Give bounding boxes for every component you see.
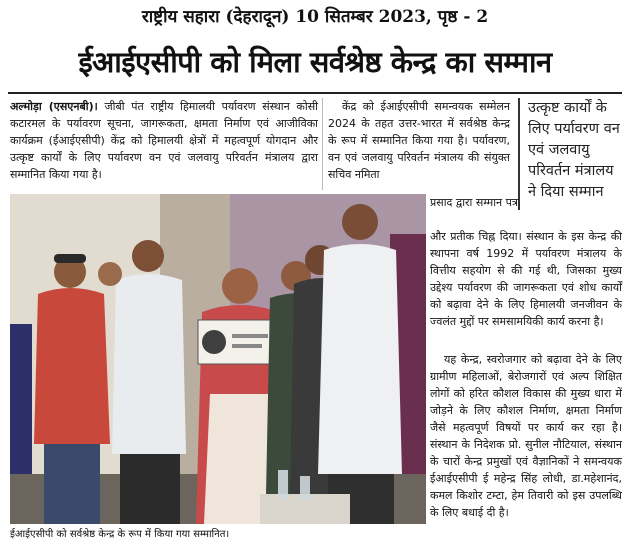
headline-rule bbox=[8, 92, 622, 94]
right-paragraph-1: और प्रतीक चिह्न दिया। संस्थान के इस केन्द्र की स्थापना वर्ष 1992 में पर्यावरण मंत्रालय के वित्तीय सहयोग से की गई थी, जिसका मुख्य उद्देश्य पर्यावरण की जागरूकता एवं शोध कार्यों को बढ़ावा देने के लिए हिमालयी जनजीवन के ज्वलंत मुद्दों पर समसामयिकी कार्य करना है। bbox=[430, 230, 622, 328]
middle-paragraph: केंद्र को ईआईएसीपी समन्वयक सम्मेलन 2024 के तहत उत्तर-भारत में सर्वश्रेष्ठ केन्द्र के रूप में सम्मानित किया गया है। पर्यावरण, वन एवं जलवायु परिवर्तन मंत्रालय की संयुक्त सचिव नमिता bbox=[328, 100, 510, 181]
award-ceremony-photo bbox=[10, 194, 426, 524]
intro-paragraph bbox=[10, 98, 318, 183]
headline: ईआईएसीपी को मिला सर्वश्रेष्ठ केन्द्र का सम्मान bbox=[78, 45, 552, 79]
intro-text: जीबी पंत राष्ट्रीय हिमालयी पर्यावरण संस्थान कोसी कटारमल के पर्यावरण सूचना, जागरूकता, क्षमता निर्माण एवं आजीविका कार्यक्रम (ईआईएसीपी) केंद्र को हिमालयी क्षेत्रों में महत्वपूर्ण योगदान और उत्कृष्ट कार्यों के लिए पर्यावरण वन एवं जलवायु परिवर्तन मंत्रालय द्वारा सम्मानित किया गया है। bbox=[10, 100, 319, 181]
dateline: अल्मोड़ा (एसएनबी)। bbox=[10, 100, 98, 113]
right-paragraph-top: प्रसाद द्वारा सम्मान पत्र bbox=[430, 196, 518, 209]
pullquote: उत्कृष्ट कार्यों के लिए पर्यावरण वन एवं जलवायु परिवर्तन मंत्रालय ने दिया सम्मान bbox=[518, 98, 624, 210]
photo-caption: ईआईएसीपी को सर्वश्रेष्ठ केन्द्र के रूप में किया गया सम्मानित। bbox=[10, 529, 230, 540]
masthead-date-line: राष्ट्रीय सहारा (देहरादून) 10 सितम्बर 2023, पृष्ठ - 2 bbox=[141, 7, 489, 27]
column-divider bbox=[322, 98, 323, 190]
right-paragraph-2: यह केन्द्र, स्वरोजगार को बढ़ावा देने के लिए ग्रामीण महिलाओं, बेरोजगारों एवं अल्प शिक्षित लोगों को हरित कौशल विकास की मुख्य धारा में जोड़ने के लिए कौशल निर्माण, क्षमता निर्माण जैसे महत्वपूर्ण विषयों पर कार्य कर रहा है। संस्थान के निदेशक प्रो. सुनील नौटियाल, संस्थान के चारों केन्द्र प्रमुखों एवं वैज्ञानिकों ने समन्वयक ईआईएसीपी ई महेन्द्र सिंह लोधी, डा.महेशानंद, कमल किशोर टम्टा, हेम तिवारी को इस उपलब्धि के लिए बधाई दी है। bbox=[430, 353, 622, 519]
